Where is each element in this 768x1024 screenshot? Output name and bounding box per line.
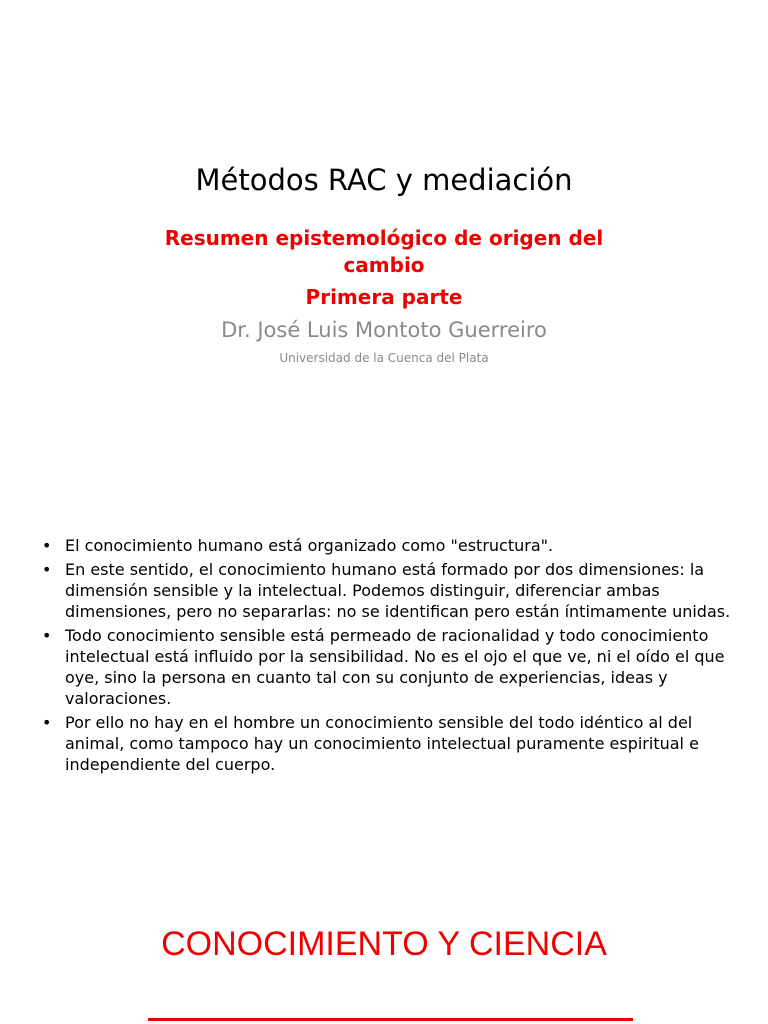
bullet-text: Todo conocimiento sensible está permeado de racionalidad y todo conocimiento intelectual está influido por la sensibilidad. No es el ojo el que ve, ni el oído el que oye, sino la persona en cuanto tal con su conjunto de experiencias, ideas y valoraciones. [65, 626, 725, 708]
slide-subtitle: Resumen epistemológico de origen del cambio [164, 226, 604, 277]
bullet-list [42, 535, 732, 778]
bullet-text: El conocimiento humano está organizado como "estructura". [65, 536, 554, 555]
bullet-dot-icon: • [42, 560, 52, 579]
section-divider [148, 1018, 633, 1021]
bullet-item [42, 712, 732, 775]
author-name: Dr. José Luis Montoto Guerreiro [221, 318, 547, 342]
slide-title: Métodos RAC y mediación [195, 163, 573, 197]
bullet-item [42, 559, 732, 622]
bullet-item [42, 625, 732, 709]
bullet-dot-icon: • [42, 626, 52, 645]
bullet-dot-icon: • [42, 713, 52, 732]
slide-part-label: Primera parte [305, 285, 463, 309]
bullet-text: En este sentido, el conocimiento humano está formado por dos dimensiones: la dimensión sensible y la intelectual. Podemos distinguir, diferenciar ambas dimensiones, pero no separarlas: no se identifican pero están íntimamente unidas. [65, 560, 731, 621]
bullet-text: Por ello no hay en el hombre un conocimiento sensible del todo idéntico al del animal, como tampoco hay un conocimiento intelectual puramente espiritual e independiente del cuerpo. [65, 713, 699, 774]
section-title: CONOCIMIENTO Y CIENCIA [161, 925, 607, 963]
bullet-dot-icon: • [42, 536, 52, 555]
university-name: Universidad de la Cuenca del Plata [279, 351, 489, 365]
bullet-item [42, 535, 732, 556]
